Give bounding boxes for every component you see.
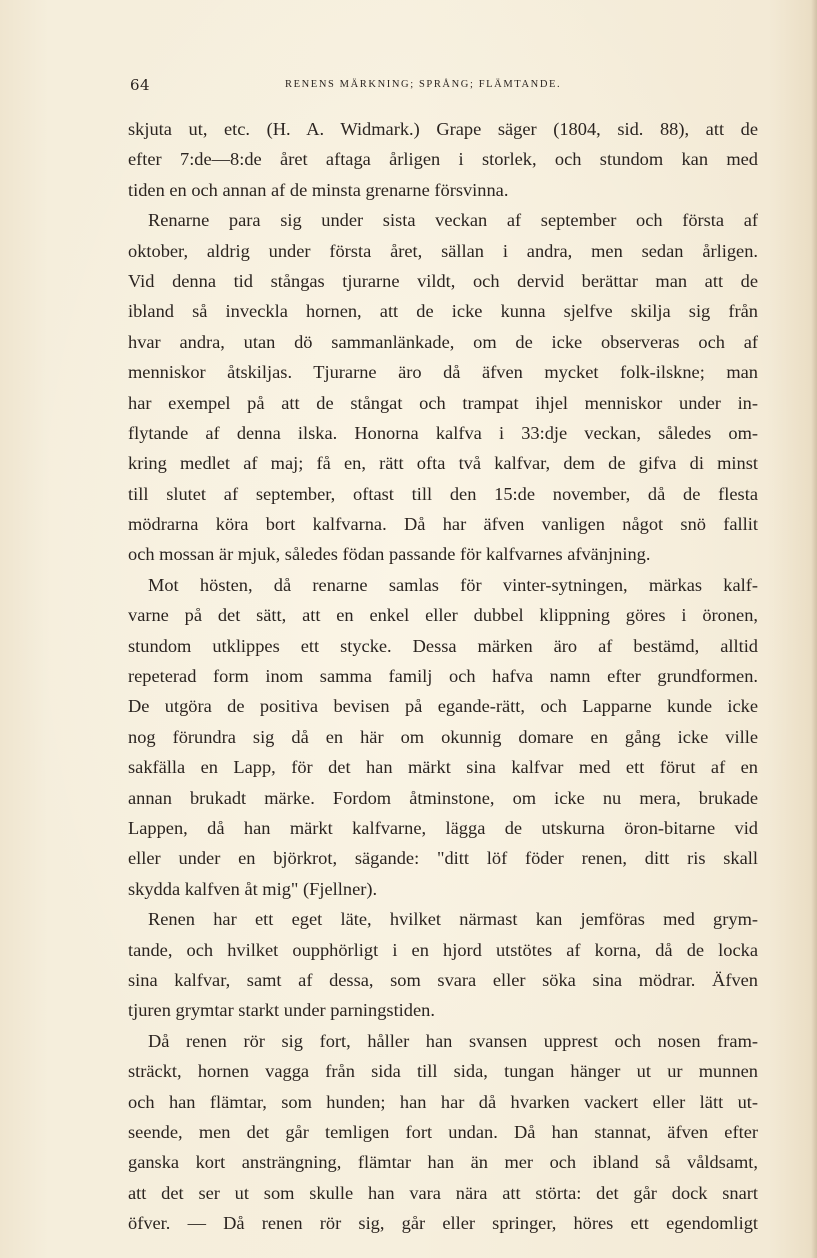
text-line: öfver. — Då renen rör sig, går eller springer, höres ett egendomligt: [128, 1213, 758, 1234]
text-line: tjuren grymtar starkt under parningstiden.: [128, 1000, 435, 1021]
text-line: och mossan är mjuk, således födan passande för kalfvarnes afvänjning.: [128, 544, 651, 565]
text-line: har exempel på att de stångat och trampat ihjel menniskor under in-: [128, 392, 758, 413]
text-line: Mot hösten, då renarne samlas för vinter-sytningen, märkas kalf-: [148, 574, 758, 595]
text-line: ganska kort ansträngning, flämtar han än mer och ibland så våldsamt,: [128, 1152, 758, 1173]
page-edge-shadow: [811, 0, 817, 1258]
text-line: repeterad form inom samma familj och hafva namn efter grundformen.: [128, 666, 758, 687]
text-line: nog förundra sig då en här om okunnig domare en gång icke ville: [128, 726, 758, 747]
text-line: sträckt, hornen vagga från sida till sida, tungan hänger ut ur munnen: [128, 1061, 758, 1082]
text-line: flytande af denna ilska. Honorna kalfva i 33:dje veckan, således om-: [128, 422, 758, 443]
text-line: sakfälla en Lapp, för det han märkt sina kalfvar med ett förut af en: [128, 757, 758, 778]
text-line: skjuta ut, etc. (H. A. Widmark.) Grape säger (1804, sid. 88), att de: [128, 119, 758, 139]
text-line: tande, och hvilket oupphörligt i en hjord utstötes af korna, då de locka: [128, 939, 758, 960]
text-line: kring medlet af maj; få en, rätt ofta två kalfvar, dem de gifva di minst: [128, 453, 758, 474]
body-text: [128, 114, 758, 1238]
text-line: sina kalfvar, samt af dessa, som svara eller söka sina mödrar. Äfven: [128, 969, 758, 990]
text-line: varne på det sätt, att en enkel eller dubbel klippning göres i öronen,: [128, 605, 758, 626]
text-line: Vid denna tid stångas tjurarne vildt, och dervid berättar man att de: [128, 270, 758, 291]
text-line: Då renen rör sig fort, håller han svansen upprest och nosen fram-: [148, 1030, 758, 1051]
page-header: [130, 76, 757, 98]
text-line: efter 7:de—8:de året aftaga årligen i storlek, och stundom kan med: [128, 149, 758, 170]
text-line: ibland så inveckla hornen, att de icke kunna sjelfve skilja sig från: [128, 301, 758, 322]
text-line: Renen har ett eget läte, hvilket närmast kan jemföras med grym-: [148, 909, 758, 930]
text-line: tiden en och annan af de minsta grenarne försvinna.: [128, 179, 509, 200]
text-line: seende, men det går temligen fort undan. Då han stannat, äfven efter: [128, 1121, 758, 1142]
text-line: stundom utklippes ett stycke. Dessa märken äro af bestämd, alltid: [128, 635, 758, 656]
text-line: till slutet af september, oftast till den 15:de november, då de flesta: [128, 483, 758, 504]
text-line: och han flämtar, som hunden; han har då hvarken vackert eller lätt ut-: [128, 1091, 758, 1112]
text-line: att det ser ut som skulle han vara nära att störta: det går dock snart: [128, 1182, 758, 1203]
text-line: De utgöra de positiva bevisen på egande-rätt, och Lapparne kunde icke: [128, 696, 758, 717]
text-line: oktober, aldrig under första året, sällan i andra, men sedan årligen.: [128, 240, 758, 261]
text-line: menniskor åtskiljas. Tjurarne äro då äfven mycket folk-ilskne; man: [128, 362, 758, 383]
text-line: mödrarna köra bort kalfvarna. Då har äfven vanligen något snö fallit: [128, 514, 758, 535]
page-number: 64: [130, 76, 151, 94]
text-line: hvar andra, utan dö sammanlänkade, om de icke observeras och af: [128, 331, 758, 352]
text-line: annan brukadt märke. Fordom åtminstone, om icke nu mera, brukade: [128, 787, 758, 808]
text-line: skydda kalfven åt mig" (Fjellner).: [128, 878, 378, 899]
text-line: Renarne para sig under sista veckan af september och första af: [148, 210, 758, 231]
text-line: eller under en björkrot, sägande: "ditt löf föder renen, ditt ris skall: [128, 848, 758, 869]
text-line: Lappen, då han märkt kalfvarne, lägga de utskurna öron-bitarne vid: [128, 817, 758, 838]
running-head: RENENS MÄRKNING; SPRÅNG; FLÄMTANDE.: [285, 79, 562, 90]
